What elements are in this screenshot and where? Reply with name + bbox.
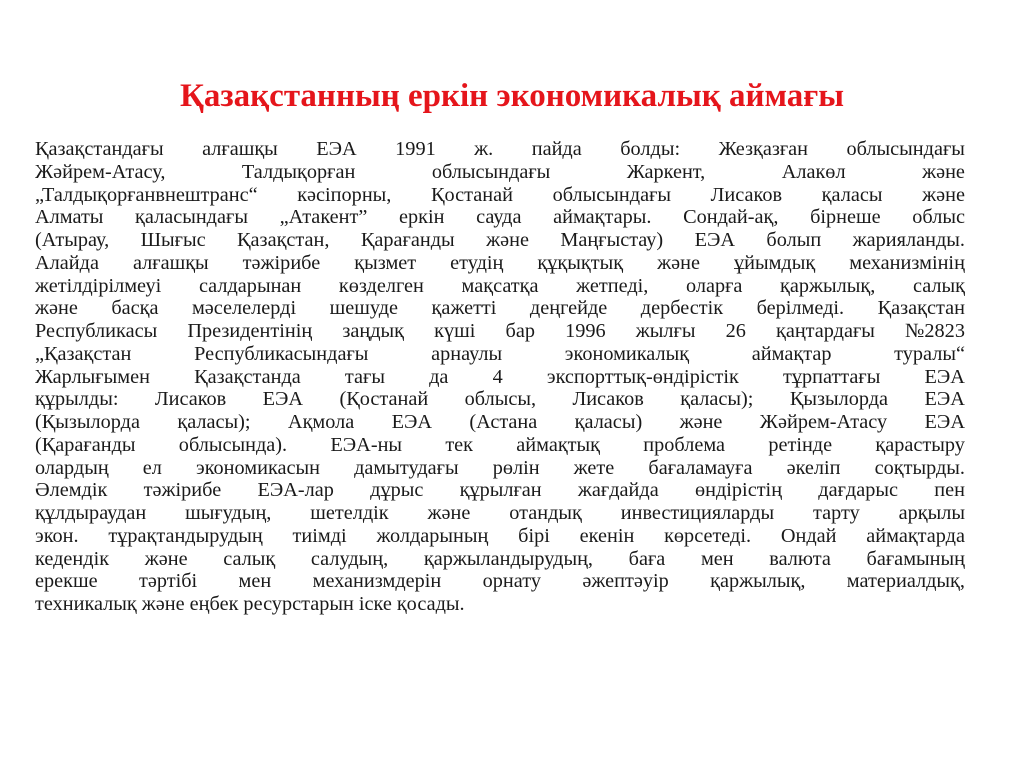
body-word: жылғы <box>635 320 696 342</box>
body-word: және <box>35 297 78 320</box>
body-word: Президентінің <box>187 320 313 342</box>
body-word: 4 <box>492 365 503 388</box>
body-word: қаласы); <box>680 388 754 411</box>
body-line <box>35 184 965 207</box>
body-word: облысындағы <box>431 160 551 183</box>
body-word: және <box>657 251 700 274</box>
body-word: алғашқы <box>132 251 209 274</box>
body-line <box>35 275 965 298</box>
body-word: аймақтарда <box>866 524 965 547</box>
body-line <box>35 138 965 161</box>
body-word: бірі <box>518 524 550 547</box>
body-word: Маңғыстау) <box>560 229 664 251</box>
body-word: пайда <box>531 138 582 160</box>
body-word: экономикасын <box>195 456 320 479</box>
body-word: қаласы) <box>574 411 643 433</box>
body-word: қызмет <box>354 251 417 274</box>
body-word: құрылды: <box>35 388 119 411</box>
body-word: алғашқы <box>202 138 278 160</box>
body-word: болып <box>766 229 822 251</box>
body-word: кедендік <box>35 547 110 570</box>
body-word: экономикалық <box>564 342 690 365</box>
body-word: ЕЭА <box>924 411 965 433</box>
body-line <box>35 252 965 275</box>
body-word: (Астана <box>469 411 538 433</box>
body-word: бағамының <box>866 547 965 570</box>
body-word: салдарынан <box>198 274 302 297</box>
body-word: (Қызылорда <box>35 411 141 433</box>
body-word: оларға <box>685 274 743 297</box>
body-word: еркін <box>399 206 445 229</box>
body-word: Алматы <box>35 206 104 229</box>
body-word: берілмеді. <box>756 297 845 320</box>
body-word: Республикасы <box>35 320 158 342</box>
body-word: облысындағы <box>846 138 965 160</box>
body-word: Лисаков <box>154 388 227 411</box>
body-word: техникалық <box>35 593 137 615</box>
body-word: шетелдік <box>310 502 389 524</box>
body-word: валюта <box>769 547 831 570</box>
body-word: Ақмола <box>287 411 355 433</box>
body-word: арнаулы <box>431 342 503 365</box>
body-word: жетілдірілмеуі <box>35 274 162 297</box>
body-word: Жаркент, <box>626 160 706 183</box>
body-word: көзделген <box>338 274 424 297</box>
body-word: ЕЭА-ны <box>330 433 403 456</box>
body-word: қаржылық, <box>780 274 876 297</box>
body-word: жарияланды. <box>852 229 965 251</box>
body-word: етудің <box>450 251 504 274</box>
body-word: №2823 <box>905 320 965 342</box>
body-line <box>35 411 965 434</box>
body-word: салудың, <box>310 547 389 570</box>
body-word: арқылы <box>898 502 965 524</box>
body-word: қажетті <box>431 297 497 320</box>
body-word: бағаламауға <box>648 456 753 479</box>
body-word: Жарлығымен <box>35 365 150 388</box>
body-word: қаласындағы <box>135 206 248 229</box>
body-word: ресурстарын <box>243 593 354 615</box>
body-word: Лисаков <box>710 183 783 206</box>
body-word: Лисаков <box>572 388 644 411</box>
body-word: Алайда <box>35 251 99 274</box>
body-word: пен <box>934 479 965 502</box>
body-word: да <box>429 365 449 388</box>
body-word: өндірістің <box>694 479 783 502</box>
body-word: механизмдерін <box>312 570 442 593</box>
body-word: күші <box>434 320 476 342</box>
body-word: „Қазақстан <box>35 342 132 365</box>
body-word: қаржылық, <box>710 570 806 593</box>
body-word: ерекше <box>35 570 98 593</box>
body-word: Жезқазған <box>718 138 809 160</box>
body-line <box>35 525 965 548</box>
body-word: Қазақстан <box>877 297 965 320</box>
body-word: тарту <box>812 502 860 524</box>
body-line <box>35 502 965 525</box>
body-line <box>35 593 965 616</box>
body-word: және <box>486 229 529 251</box>
body-word: қаржыландырудың, <box>423 547 594 570</box>
body-word: ЕЭА <box>262 388 304 411</box>
body-word: ж. <box>474 138 494 160</box>
body-word: облыс <box>912 206 965 229</box>
body-word: ЕЭА <box>924 365 965 388</box>
body-line <box>35 548 965 571</box>
body-word: мен <box>238 570 272 593</box>
body-word: экспорттық-өндірістік <box>546 365 739 388</box>
body-word: 1996 <box>565 320 606 342</box>
slide-title: Қазақстанның еркін экономикалық аймағы <box>179 78 845 114</box>
body-word: ЕЭА <box>316 138 357 160</box>
body-word: экон. <box>35 524 79 547</box>
body-word: қарастыру <box>875 433 965 456</box>
body-word: кәсіпорны, <box>297 183 392 206</box>
body-line <box>35 479 965 502</box>
body-word: мен <box>700 547 734 570</box>
body-word: дамытудағы <box>354 456 459 479</box>
body-line <box>35 229 965 252</box>
body-word: тиімді <box>292 524 347 547</box>
body-line <box>35 206 965 229</box>
body-word: шешуде <box>329 297 399 320</box>
body-word: жете <box>573 456 615 479</box>
body-word: дербестік <box>640 297 724 320</box>
body-line <box>35 297 965 320</box>
body-word: Республикасындағы <box>194 342 369 365</box>
body-word: 26 <box>725 320 746 342</box>
body-word: тұрақтандырудың <box>108 524 263 547</box>
body-word: Қазақстандағы <box>35 138 164 160</box>
body-word: және <box>922 183 965 206</box>
body-word: облысындағы <box>552 183 672 206</box>
body-word: аймақтары. <box>553 206 652 229</box>
body-word: отандық <box>509 502 582 524</box>
body-word: қаласы <box>821 183 883 206</box>
body-line <box>35 388 965 411</box>
slide-body-text <box>35 138 965 616</box>
body-word: проблема <box>643 433 726 456</box>
body-word: тәжірибе <box>143 479 222 502</box>
body-word: инвестицияларды <box>620 502 775 524</box>
body-word: тәртібі <box>138 570 198 593</box>
body-word: (Қарағанды <box>35 433 136 456</box>
body-word: тек <box>445 433 474 456</box>
body-word: іске <box>358 593 392 615</box>
body-word: ел <box>142 456 162 479</box>
body-word: „Талдықорғанвнештранс“ <box>35 183 258 206</box>
body-word: ретінде <box>768 433 833 456</box>
body-word: 1991 <box>395 138 436 160</box>
body-word: дағдарыс <box>818 479 899 502</box>
body-word: тәжірибе <box>242 251 321 274</box>
body-word: құқықтық <box>537 251 624 274</box>
body-word: мақсатқа <box>461 274 539 297</box>
body-word: соқтырды. <box>874 456 965 479</box>
body-word: көрсетеді. <box>664 524 752 547</box>
body-word: ЕЭА <box>391 411 433 433</box>
body-word: аймақтық <box>516 433 601 456</box>
body-word: қаңтардағы <box>775 320 875 342</box>
body-word: Қызылорда <box>789 388 889 411</box>
body-word: мәселелерді <box>191 297 297 320</box>
body-word: Алакөл <box>781 160 846 183</box>
body-word: жағдайда <box>577 479 659 502</box>
body-word: Әлемдік <box>35 479 108 502</box>
body-word: әкеліп <box>786 456 841 479</box>
body-word: және <box>141 593 185 615</box>
body-word: Қарағанды <box>360 229 455 251</box>
body-word: (Қостанай <box>339 388 429 411</box>
body-word: салық <box>912 274 965 297</box>
body-word: және <box>679 411 723 433</box>
body-word: бірнеше <box>810 206 881 229</box>
body-word: еңбек <box>189 593 239 615</box>
body-word: құлдыраудан <box>35 502 147 524</box>
body-word: ЕЭА <box>694 229 736 251</box>
body-word: облысы, <box>464 388 537 411</box>
body-word: облысында). <box>178 433 288 456</box>
body-word: рөлін <box>492 456 540 479</box>
body-word: туралы“ <box>894 342 965 365</box>
body-word: Жәйрем-Атасу, <box>35 160 166 183</box>
body-word: басқа <box>111 297 159 320</box>
body-word: дұрыс <box>370 479 424 502</box>
body-word: жолдарының <box>376 524 489 547</box>
body-word: және <box>427 502 471 524</box>
body-word: Шығыс <box>140 229 206 251</box>
body-line <box>35 434 965 457</box>
body-word: қосады. <box>396 593 465 615</box>
body-word: болды: <box>620 138 681 160</box>
body-line <box>35 343 965 366</box>
body-word: „Атакент” <box>279 206 368 229</box>
body-word: заңдық <box>342 320 405 342</box>
body-word: ЕЭА <box>924 388 965 411</box>
body-word: және <box>922 160 965 183</box>
body-word: тағы <box>344 365 385 388</box>
body-line <box>35 457 965 480</box>
body-word: салық <box>223 547 276 570</box>
body-word: аймақтар <box>751 342 832 365</box>
body-word: және <box>144 547 188 570</box>
body-word: баға <box>628 547 666 570</box>
body-word: Талдықорған <box>241 160 356 183</box>
body-word: Ондай <box>780 524 837 547</box>
body-word: тұрпаттағы <box>782 365 881 388</box>
body-word: шығудың, <box>185 502 272 524</box>
body-word: қаласы); <box>177 411 251 433</box>
body-word: ЕЭА-лар <box>257 479 334 502</box>
body-word: Қостанай <box>430 183 513 206</box>
body-word: механизмінің <box>849 251 965 274</box>
body-word: материалдық, <box>846 570 965 593</box>
body-word: олардың <box>35 456 109 479</box>
body-word: деңгейде <box>529 297 608 320</box>
body-line <box>35 320 965 343</box>
body-word: ұйымдық <box>733 251 816 274</box>
body-line <box>35 366 965 389</box>
body-line <box>35 161 965 184</box>
body-word: Қазақстан, <box>237 229 330 251</box>
body-word: Сондай-ақ, <box>683 206 779 229</box>
body-word: жетпеді, <box>576 274 649 297</box>
body-word: Қазақстанда <box>194 365 301 388</box>
body-word: Жәйрем-Атасу <box>759 411 888 433</box>
body-word: құрылған <box>459 479 542 502</box>
body-line <box>35 570 965 593</box>
body-word: екенін <box>579 524 635 547</box>
body-word: орнату <box>482 570 541 593</box>
body-word: бар <box>505 320 535 342</box>
body-word: (Атырау, <box>35 229 110 251</box>
body-word: сауда <box>476 206 522 229</box>
body-word: әжептәуір <box>582 570 669 593</box>
